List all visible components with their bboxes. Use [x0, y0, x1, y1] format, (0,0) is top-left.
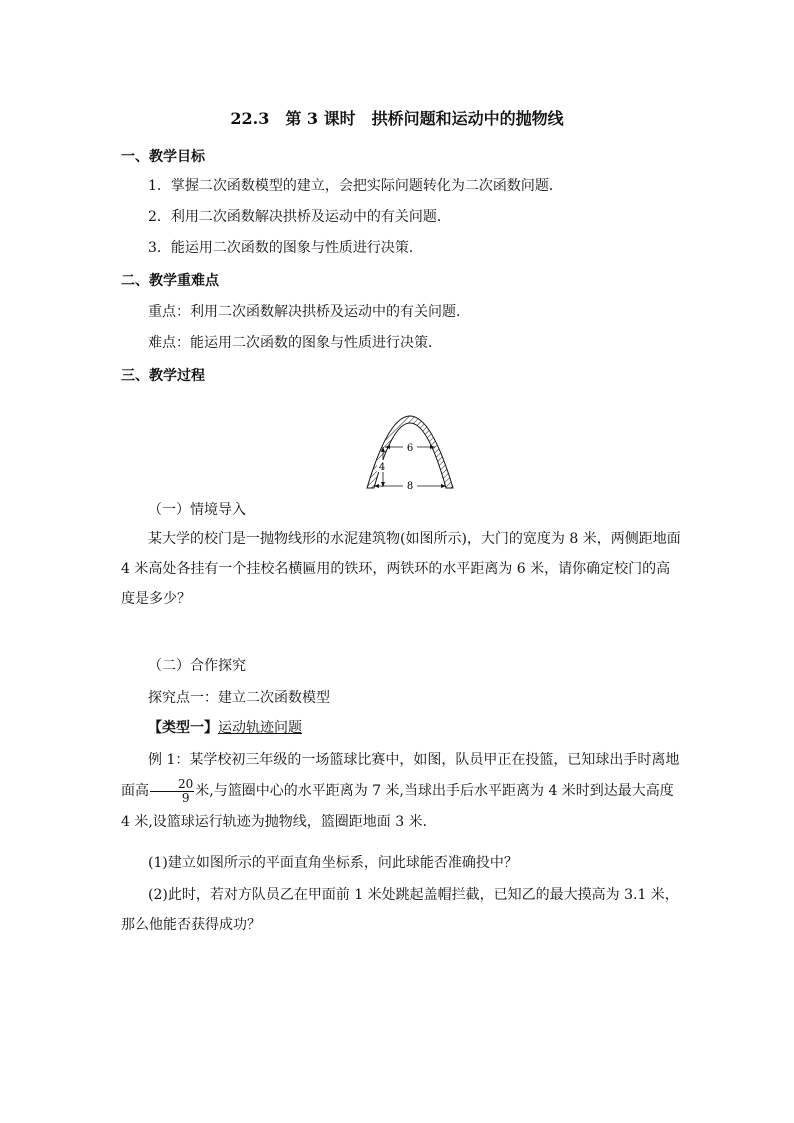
objective-item: 2．利用二次函数解决拱桥及运动中的有关问题． — [148, 209, 451, 225]
fraction-numerator: 20 — [150, 778, 194, 792]
explore-point: 探究点一：建立二次函数模型 — [148, 690, 330, 706]
fraction-denominator: 9 — [181, 790, 190, 805]
example-text-b: 米,与篮圈中心的水平距离为 7 米,当球出手后水平距离为 4 米时到达最大高度 4 米,设篮球运行轨迹为抛物线，篮圈距地面 3 米． — [121, 783, 674, 830]
question-1: (1)建立如图所示的平面直角坐标系，问此球能否准确投中？ — [148, 855, 518, 871]
type-label: 【类型一】 — [148, 720, 218, 736]
type-line — [148, 718, 302, 738]
example-1-paragraph — [121, 745, 681, 838]
label-bottom: 8 — [406, 481, 414, 492]
section-heading-process: 三、教学过程 — [121, 368, 205, 384]
fraction — [150, 778, 194, 805]
objective-item: 3．能运用二次函数的图象与性质进行决策． — [148, 240, 423, 256]
section-heading-objectives: 一、教学目标 — [121, 149, 205, 165]
type-name: 运动轨迹问题 — [218, 720, 302, 736]
key-point-text: 重点：利用二次函数解决拱桥及运动中的有关问题． — [148, 304, 470, 320]
page-title: 22.3 第 3 课时 拱桥问题和运动中的抛物线 — [230, 109, 564, 128]
arch-figure — [360, 386, 460, 492]
objective-item: 1．掌握二次函数模型的建立，会把实际问题转化为二次函数问题． — [148, 178, 563, 194]
part1-paragraph: 某大学的校门是一抛物线形的水泥建筑物(如图所示)，大门的宽度为 8 米，两侧距地面 4 米高处各挂有一个挂校名横匾用的铁环，两铁环的水平距离为 6 米，请你确定校门的高度是多少？ — [121, 531, 681, 607]
part1-heading: （一）情境导入 — [148, 502, 246, 518]
difficult-point-text: 难点：能运用二次函数的图象与性质进行决策． — [148, 335, 442, 351]
part2-heading: （二）合作探究 — [148, 658, 246, 674]
example-text-a: 例 1：某学校初三年级的一场篮球比赛中，如图，队员甲正在投篮，已知球出手时离地面高 — [121, 752, 680, 799]
section-heading-key-points: 二、教学重难点 — [121, 273, 219, 289]
label-top: 6 — [406, 443, 414, 454]
label-side: 4 — [378, 462, 386, 473]
question-2: (2)此时，若对方队员乙在甲面前 1 米处跳起盖帽拦截，已知乙的最大摸高为 3.1 米，那么他能否获得成功？ — [121, 887, 679, 933]
